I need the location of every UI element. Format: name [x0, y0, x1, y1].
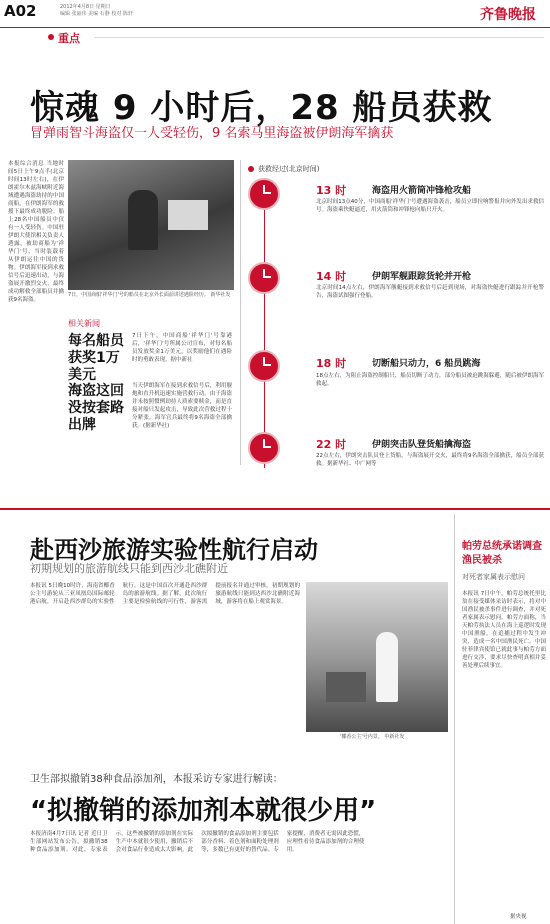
sidebar-subhead: 对死者家属表示慰问 [462, 573, 525, 581]
related-1-body: 7日下午，中国商船'祥华门'号靠港后，'祥华门'号所属公司宣布，对每名船员发放奖金1万美元，以奖励他们在遇险时的勇敢表现。据中新社 [132, 333, 232, 363]
related-news-tag: 相关新闻 [68, 319, 100, 328]
section-label: 重点 [58, 32, 80, 45]
related-1-title: 每名船员获奖1万美元 [68, 333, 124, 383]
event-4-body: 22点左右，伊朗突击队员登上货船，与海盗展开交火，最终将9名海盗全部擒获，船员全部获救。据新华社、中广网等 [316, 453, 544, 467]
second-headline: 赴西沙旅游实验性航行启动 [30, 536, 318, 564]
related-2-title: 海盗这回没按套路出牌 [68, 383, 124, 433]
lead-body-column-1: 本报综合消息 当地时间5日上午9点半(北京时间13时左右)，在伊朗霍尔木兹海峡附近海域遭遇海盗劫持的中国商船，在伊朗海军的救援下最终成功脱险。船上28名中国船员中仅有一人受轻伤。中国驻伊朗大使馆相关负责人透露，被劫商船为'祥华门'号，当时装载着从伊朗运往中国的货物。伊朗海军接到求救信号后迅速出动，与海盗展开激烈交火，最终成功解救全部船员并擒获9名海盗。 [8, 161, 64, 303]
timeline-dot-icon [248, 166, 254, 172]
event-3-title: 切断船只动力，6 船员跳海 [372, 359, 481, 369]
event-3-hour: 18 时 [316, 357, 347, 370]
sidebar-author: 据央视 [510, 914, 527, 920]
timeline-title: 获救经过(北京时间) [258, 165, 320, 173]
column-divider [240, 160, 241, 465]
second-subhead: 初期规划的旅游航线只能到西沙北礁附近 [30, 562, 228, 575]
sidebar-headline: 帕劳总统承诺调查渔民被杀 [462, 541, 542, 566]
second-photo-caption: '椰香公主'号内景。 中新社发 [340, 734, 405, 740]
lead-photo [68, 160, 234, 290]
event-1-hour: 13 时 [316, 184, 347, 197]
lead-subhead: 冒弹雨智斗海盗仅一人受轻伤，9 名索马里海盗被伊朗海军擒获 [30, 126, 394, 141]
person-figure [376, 632, 398, 702]
clock-icon [248, 262, 280, 294]
sidebar-divider [454, 514, 455, 924]
second-body: 本报讯 5日晚10时许，海南省椰香公主号游轮从三亚凤凰岛国际邮轮港启航，开启赴西沙群岛的实验性航行。这是中国首次开通赴西沙群岛的旅游航线。据了解，此次航行主要是检验航线的可行性，游客需提前报名并通过审核。初期规划的旅游航线只能到达西沙北礁附近海域，游客将在船上观赏海景。 [30, 583, 300, 605]
event-2-title: 伊朗军舰跟踪货轮并开枪 [372, 272, 472, 282]
section-rule [94, 37, 544, 38]
page-code: A02 [4, 2, 40, 24]
second-photo [306, 582, 448, 732]
event-1-body: 北京时间13点40分，中国商船'祥华门'号遭遇海盗袭击，船员立即拉响警报并向外发出求救信号。海盗乘快艇逼近，用火箭筒和冲锋枪向船只开火。 [316, 199, 544, 213]
third-headline: “拟撤销的添加剂本就很少用” [30, 796, 377, 826]
clock-icon [248, 350, 280, 382]
event-1-title: 海盗用火箭筒冲锋枪攻船 [372, 186, 472, 196]
clock-icon [248, 178, 280, 210]
third-kicker: 卫生部拟撤销38种食品添加剂，本报采访专家进行解读： [30, 774, 283, 785]
timeline-line [264, 178, 265, 468]
issue-meta [60, 4, 133, 18]
newspaper-logo: 齐鲁晚报 [480, 7, 536, 23]
event-4-title: 伊朗突击队登货船擒海盗 [372, 440, 472, 450]
press-placard [168, 200, 208, 230]
lead-photo-caption: 7日，中国商船'祥华门'号的船员在北京外长面前讲述遇险经历。 新华社发 [68, 292, 231, 298]
section-dot-icon [48, 34, 54, 40]
lead-headline: 惊魂 9 小时后，28 船员获救 [30, 88, 493, 128]
header-rule [0, 27, 550, 28]
section-divider-rule [0, 508, 550, 510]
event-3-body: 18点左右，为阻止海盗控制船只，船员切断了动力，部分船员被迫跳海躲避，随后被伊朗海军救起。 [316, 373, 544, 387]
person-figure [128, 190, 158, 250]
clock-icon [248, 432, 280, 464]
third-body: 本报济南4月7日讯 记者 近日卫生部网站发布公告，拟撤销38种食品添加剂。对此，专家表示，这些被撤销的添加剂在实际生产中本就很少使用，撤销后不会对食品行业造成太大影响。此次拟撤销的食品添加剂主要包括部分香料、着色剂和面粉处理剂等，多数已有更好的替代品。专家提醒，消费者无需因此恐慌，应理性看待食品添加剂的合理使用。 [30, 831, 365, 853]
event-2-body: 北京时间14点左右，伊朗海军舰艇接到求救信号后赶到现场，对海盗快艇进行跟踪并开枪警告，海盗试图强行登船。 [316, 285, 544, 299]
issue-date: 2012年4月8日 星期日 [60, 4, 111, 10]
related-2-body: 当天伊朗海军在接到求救信号后，利用舰炮和直升机迅速实施营救行动。由于海盗并未按照惯例劫持人质索要赎金，而是直接对船只发起攻击，导致此次营救过程十分紧张。海军官兵最终将9名海盗全部擒获。(据新华社) [132, 383, 232, 429]
counter-shape [326, 672, 366, 702]
event-2-hour: 14 时 [316, 270, 347, 283]
editors-line: 编辑 张丽伟 美编 石静 校对 陈轩 [60, 11, 133, 17]
event-4-hour: 22 时 [316, 438, 347, 451]
sidebar-body: 本报讯 7日中午，帕劳总统托里比翁在接受媒体采访时表示，将对中国渔民被杀事件进行调查，并对死者家属表示慰问。帕劳方面称，当天帕劳执法人员在海上巡逻时发现中国渔船，在追捕过程中发生冲突，造成一名中国渔民死亡。中国驻菲律宾使馆已就此事与帕劳方面进行交涉，要求尽快查明真相并妥善处理后续事宜。 [462, 591, 546, 669]
